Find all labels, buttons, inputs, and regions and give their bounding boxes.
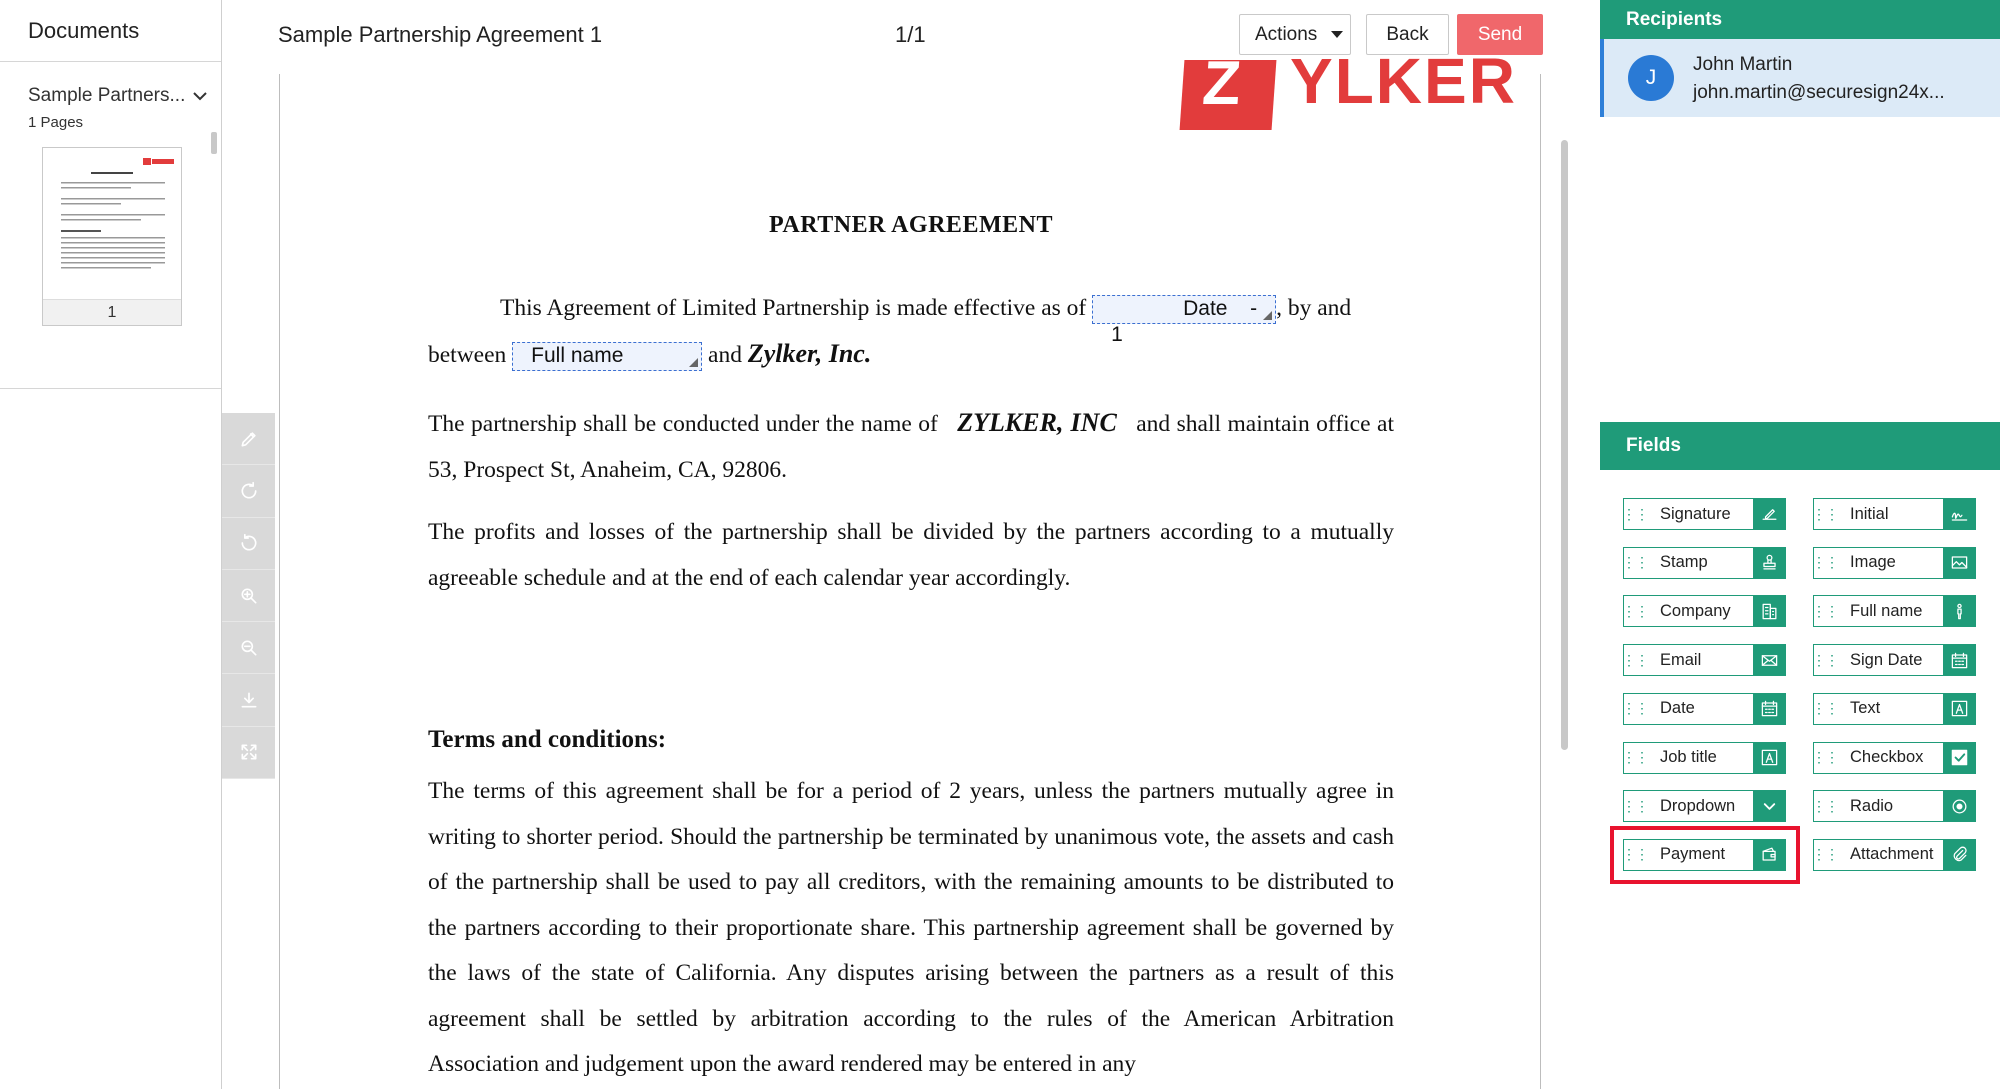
field-radio[interactable] xyxy=(1813,790,1976,822)
chevron-down-icon xyxy=(191,87,209,105)
thumbnail-preview xyxy=(43,148,183,298)
date-field[interactable] xyxy=(1092,295,1276,347)
calendar-icon xyxy=(1753,693,1785,725)
rotate-left-icon xyxy=(239,533,259,553)
fields-header: Fields xyxy=(1600,422,2000,470)
drag-handle-icon[interactable]: ⋮⋮ xyxy=(1812,797,1838,814)
field-label: Stamp xyxy=(1660,553,1708,572)
partnership-name: ZYLKER, INC xyxy=(957,408,1117,437)
initial-icon xyxy=(1943,498,1975,530)
zoom-in-icon xyxy=(239,586,259,606)
stamp-icon xyxy=(1753,547,1785,579)
page-indicator: 1/1 xyxy=(895,22,926,47)
field-sign-date[interactable] xyxy=(1813,644,1976,676)
intro-text-3: between xyxy=(428,342,507,368)
download-button[interactable] xyxy=(222,674,275,726)
send-button[interactable]: Send xyxy=(1457,14,1543,55)
back-button[interactable]: Back xyxy=(1366,14,1449,55)
field-dropdown[interactable] xyxy=(1623,790,1786,822)
zoom-in-button[interactable] xyxy=(222,570,275,622)
zoom-out-icon xyxy=(239,638,259,658)
signature-icon xyxy=(1753,498,1785,530)
document-page xyxy=(279,45,1541,1089)
field-text[interactable] xyxy=(1813,693,1976,725)
document-scrollbar[interactable] xyxy=(1561,140,1568,750)
email-icon xyxy=(1753,644,1785,676)
radio-icon xyxy=(1943,790,1975,822)
paperclip-icon xyxy=(1950,845,1969,864)
drag-handle-icon[interactable]: ⋮⋮ xyxy=(1812,651,1838,668)
zylker-logo xyxy=(1182,45,1517,130)
field-initial[interactable] xyxy=(1813,498,1976,530)
calendar-icon xyxy=(1760,699,1779,718)
field-label: Full name xyxy=(1850,601,1923,620)
wallet-icon xyxy=(1753,839,1785,871)
field-label: Image xyxy=(1850,553,1896,572)
drag-handle-icon[interactable]: ⋮⋮ xyxy=(1812,700,1838,717)
actions-label: Actions xyxy=(1255,23,1318,45)
zoom-out-button[interactable] xyxy=(222,622,275,674)
image-icon xyxy=(1950,553,1969,572)
field-label: Text xyxy=(1850,699,1881,718)
intro-text: This Agreement of Limited Partnership is made effective as of xyxy=(500,295,1087,321)
terms-paragraph: The terms of this agreement shall be for a period of 2 years, unless the partners mutually agree in writing to shorter period. Should the partnership be terminated by unanimous vote, the assets and cash of the partnership shall be used to pay all creditors, with the remaining amounts to be distributed to the partners according to their proportionate share. This partnership agreement shall be governed by the laws of the state of California. Any disputes arising between the partners as a result of this agreement shall be settled by arbitration according to the rules of the American Arbitration Association and judgement upon the award rendered may be entered in any xyxy=(428,778,1394,1077)
resize-handle[interactable] xyxy=(689,358,698,367)
text-icon xyxy=(1950,699,1969,718)
p2-text: The partnership shall be conducted under the name of xyxy=(428,411,938,437)
field-label: Payment xyxy=(1660,845,1726,864)
thumbnail-page-number: 1 xyxy=(43,299,181,325)
field-signature[interactable] xyxy=(1623,498,1786,530)
field-email[interactable] xyxy=(1623,644,1786,676)
agreement-title: PARTNER AGREEMENT xyxy=(769,212,1053,238)
intro-line-2 xyxy=(428,331,871,378)
tool-rail xyxy=(222,413,275,779)
documents-title: Documents xyxy=(0,0,221,62)
field-label: Checkbox xyxy=(1850,748,1924,766)
sidebar-scrollbar[interactable] xyxy=(211,132,217,154)
drag-handle-icon[interactable]: ⋮⋮ xyxy=(1812,505,1838,522)
resize-handle[interactable] xyxy=(1263,311,1272,320)
field-image[interactable] xyxy=(1813,547,1976,579)
caret-down-icon xyxy=(1331,31,1343,38)
drag-handle-icon[interactable]: ⋮⋮ xyxy=(1812,602,1838,619)
date-field-label: Date - 1 xyxy=(1111,297,1258,347)
field-label: Attachment xyxy=(1850,845,1934,864)
drag-handle-icon[interactable]: ⋮⋮ xyxy=(1812,554,1838,571)
field-checkbox[interactable] xyxy=(1813,742,1976,774)
field-label: Email xyxy=(1660,650,1702,669)
chevron-down-icon xyxy=(1753,790,1785,822)
pencil-icon xyxy=(239,429,259,449)
right-panel xyxy=(1600,0,2000,1089)
fullname-field[interactable] xyxy=(512,342,702,371)
drag-handle-icon[interactable]: ⋮⋮ xyxy=(1622,749,1648,765)
drag-handle-icon[interactable]: ⋮⋮ xyxy=(1622,846,1648,863)
divider xyxy=(0,388,221,389)
field-label: Radio xyxy=(1850,796,1894,815)
p2-text-2: and shall maintain office at 53, Prospect St, Anaheim, CA, 92806. xyxy=(428,411,1394,483)
text-icon xyxy=(1760,748,1779,767)
document-name: Sample Partners... xyxy=(28,85,186,106)
rotate-right-button[interactable] xyxy=(222,465,275,517)
rotate-left-button[interactable] xyxy=(222,518,275,570)
signature-icon xyxy=(1760,505,1779,524)
edit-tool-button[interactable] xyxy=(222,413,275,465)
checkbox-icon xyxy=(1950,748,1969,767)
company-icon xyxy=(1753,595,1785,627)
calendar-icon xyxy=(1950,651,1969,670)
person-icon xyxy=(1950,602,1969,621)
rotate-right-icon xyxy=(239,481,259,501)
intro-text-4: and xyxy=(708,342,742,368)
download-icon xyxy=(239,690,259,710)
profits-paragraph: The profits and losses of the partnership shall be divided by the partners according to a mutually agreeable schedule and at the end of each calendar year accordingly. xyxy=(428,519,1394,591)
drag-handle-icon[interactable]: ⋮⋮ xyxy=(1622,651,1648,668)
text-icon xyxy=(1753,742,1785,774)
fullname-field-label: Full name xyxy=(531,344,624,368)
logo-mark: Z xyxy=(1180,60,1277,130)
document-title: Sample Partnership Agreement 1 xyxy=(278,22,603,47)
wallet-icon xyxy=(1760,845,1779,864)
radio-icon xyxy=(1950,797,1969,816)
field-job-title[interactable] xyxy=(1623,742,1786,774)
recipient-name: John Martin xyxy=(1693,54,1793,75)
initial-icon xyxy=(1950,505,1969,524)
paperclip-icon xyxy=(1943,839,1975,871)
drag-handle-icon[interactable]: ⋮⋮ xyxy=(1622,602,1648,619)
company-name: Zylker, Inc. xyxy=(747,339,872,368)
field-attachment[interactable] xyxy=(1813,839,1976,871)
drag-handle-icon[interactable]: ⋮⋮ xyxy=(1622,797,1648,814)
text-icon xyxy=(1943,693,1975,725)
recipient-email: john.martin@securesign24x... xyxy=(1693,82,1945,103)
field-label: Date xyxy=(1660,699,1695,718)
fullscreen-icon xyxy=(239,742,259,762)
page-count-label: 1 Pages xyxy=(28,114,84,131)
checkbox-icon xyxy=(1943,742,1975,774)
image-icon xyxy=(1943,547,1975,579)
document-selector[interactable] xyxy=(28,85,209,107)
email-icon xyxy=(1760,651,1779,670)
drag-handle-icon[interactable]: ⋮⋮ xyxy=(1812,846,1838,863)
field-label: Company xyxy=(1660,601,1731,620)
partnership-name-paragraph xyxy=(428,400,1394,493)
avatar: J xyxy=(1628,55,1674,101)
field-label: Dropdown xyxy=(1660,796,1736,815)
recipients-header: Recipients xyxy=(1600,0,2000,39)
stamp-icon xyxy=(1760,553,1779,572)
document-viewer xyxy=(275,45,1600,1089)
intro-text-2: , by and xyxy=(1276,295,1352,321)
field-label: Job title xyxy=(1660,748,1717,766)
drag-handle-icon[interactable]: ⋮⋮ xyxy=(1622,505,1648,522)
field-label: Initial xyxy=(1850,504,1889,523)
field-label: Sign Date xyxy=(1850,650,1923,669)
field-payment[interactable] xyxy=(1623,839,1786,871)
company-icon xyxy=(1760,602,1779,621)
terms-heading: Terms and conditions: xyxy=(428,726,667,753)
field-company[interactable] xyxy=(1623,595,1786,627)
field-stamp[interactable] xyxy=(1623,547,1786,579)
drag-handle-icon[interactable]: ⋮⋮ xyxy=(1622,700,1648,717)
drag-handle-icon[interactable]: ⋮⋮ xyxy=(1622,554,1648,571)
person-icon xyxy=(1943,595,1975,627)
page-thumbnail[interactable] xyxy=(42,147,182,326)
chevron-down-icon xyxy=(1760,797,1779,816)
drag-handle-icon[interactable]: ⋮⋮ xyxy=(1812,749,1838,765)
fullscreen-button[interactable] xyxy=(222,727,275,779)
field-full-name[interactable] xyxy=(1813,595,1976,627)
calendar-icon xyxy=(1943,644,1975,676)
field-date[interactable] xyxy=(1623,693,1786,725)
documents-panel xyxy=(0,0,222,1089)
field-label: Signature xyxy=(1660,504,1731,523)
intro-paragraph xyxy=(428,285,1394,378)
recipient-item[interactable] xyxy=(1600,39,2000,117)
logo-text: YLKER xyxy=(1290,45,1517,117)
